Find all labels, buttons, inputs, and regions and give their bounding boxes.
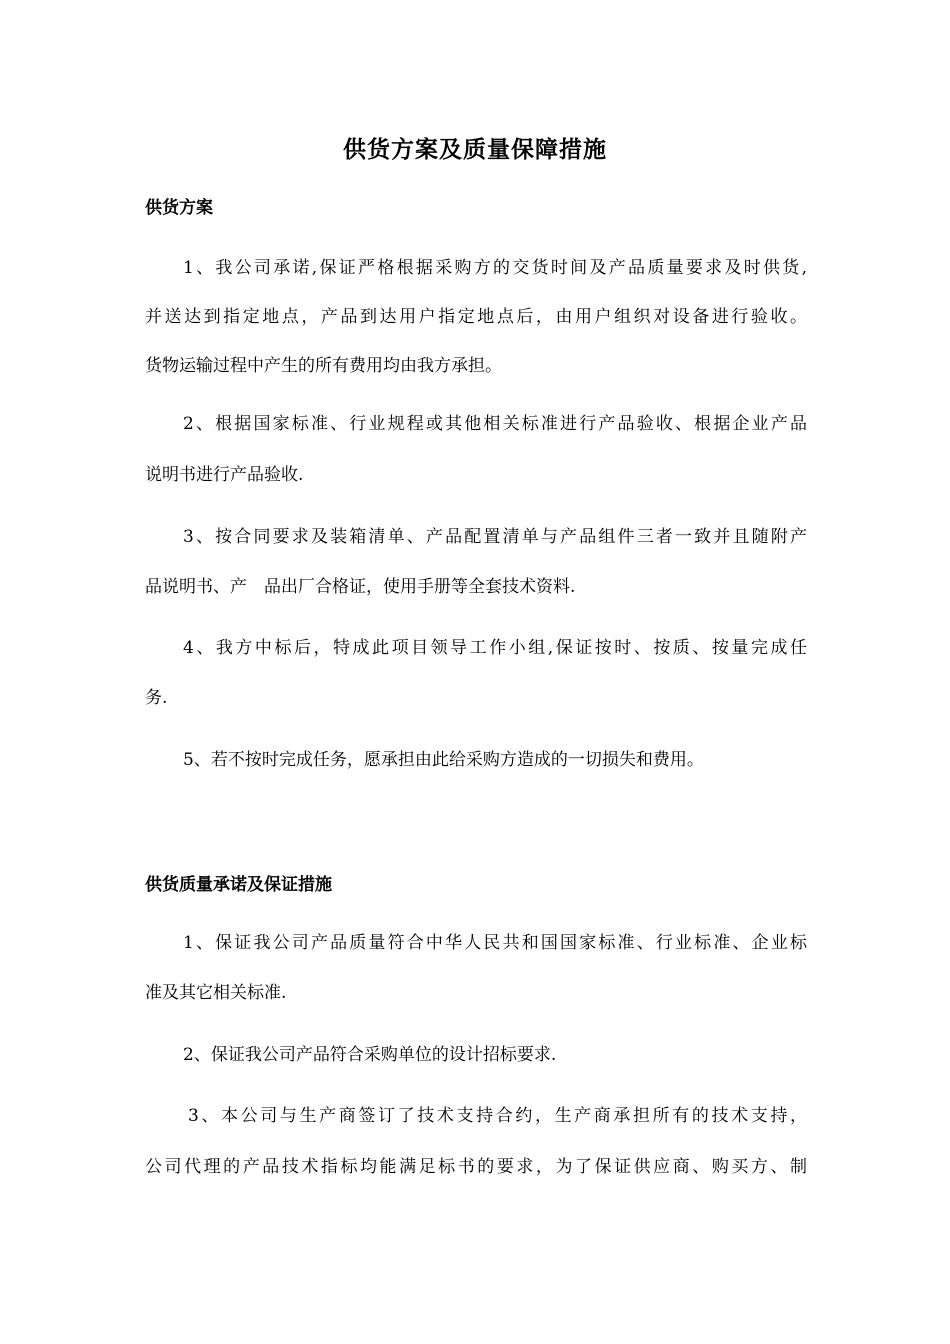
paragraph-line: 并送达到指定地点，产品到达用户指定地点后，由用户组织对设备进行验收。 <box>145 307 807 327</box>
paragraph-line: 务. <box>145 688 168 708</box>
paragraph-line: 3、按合同要求及装箱清单、产品配置清单与产品组件三者一致并且随附产 <box>183 527 807 547</box>
paragraph-line: 5、若不按时完成任务，愿承担由此给采购方造成的一切损失和费用。 <box>183 750 704 770</box>
document-title: 供货方案及质量保障措施 <box>343 136 607 163</box>
paragraph-line: 2、根据国家标准、行业规程或其他相关标准进行产品验收、根据企业产品 <box>183 414 807 434</box>
paragraph-line: 1、我公司承诺,保证严格根据采购方的交货时间及产品质量要求及时供货, <box>183 258 807 278</box>
paragraph-line: 说明书进行产品验收. <box>145 465 304 485</box>
paragraph-line: 品说明书、产 品出厂合格证，使用手册等全套技术资料. <box>145 577 576 597</box>
paragraph-line: 货物运输过程中产生的所有费用均由我方承担。 <box>145 356 502 376</box>
paragraph-line: 准及其它相关标准. <box>145 983 287 1003</box>
paragraph-line: 公司代理的产品技术指标均能满足标书的要求，为了保证供应商、购买方、制 <box>145 1157 807 1177</box>
section-heading-quality-commitment: 供货质量承诺及保证措施 <box>145 875 332 895</box>
section-heading-supply-plan: 供货方案 <box>145 198 213 218</box>
paragraph-line: 2、保证我公司产品符合采购单位的设计招标要求. <box>183 1045 557 1065</box>
paragraph-line: 4、我方中标后，特成此项目领导工作小组,保证按时、按质、按量完成任 <box>183 638 807 658</box>
paragraph-line: 3、本公司与生产商签订了技术支持合约，生产商承担所有的技术支持， <box>188 1106 807 1126</box>
paragraph-line: 1、保证我公司产品质量符合中华人民共和国国家标准、行业标准、企业标 <box>183 933 807 953</box>
